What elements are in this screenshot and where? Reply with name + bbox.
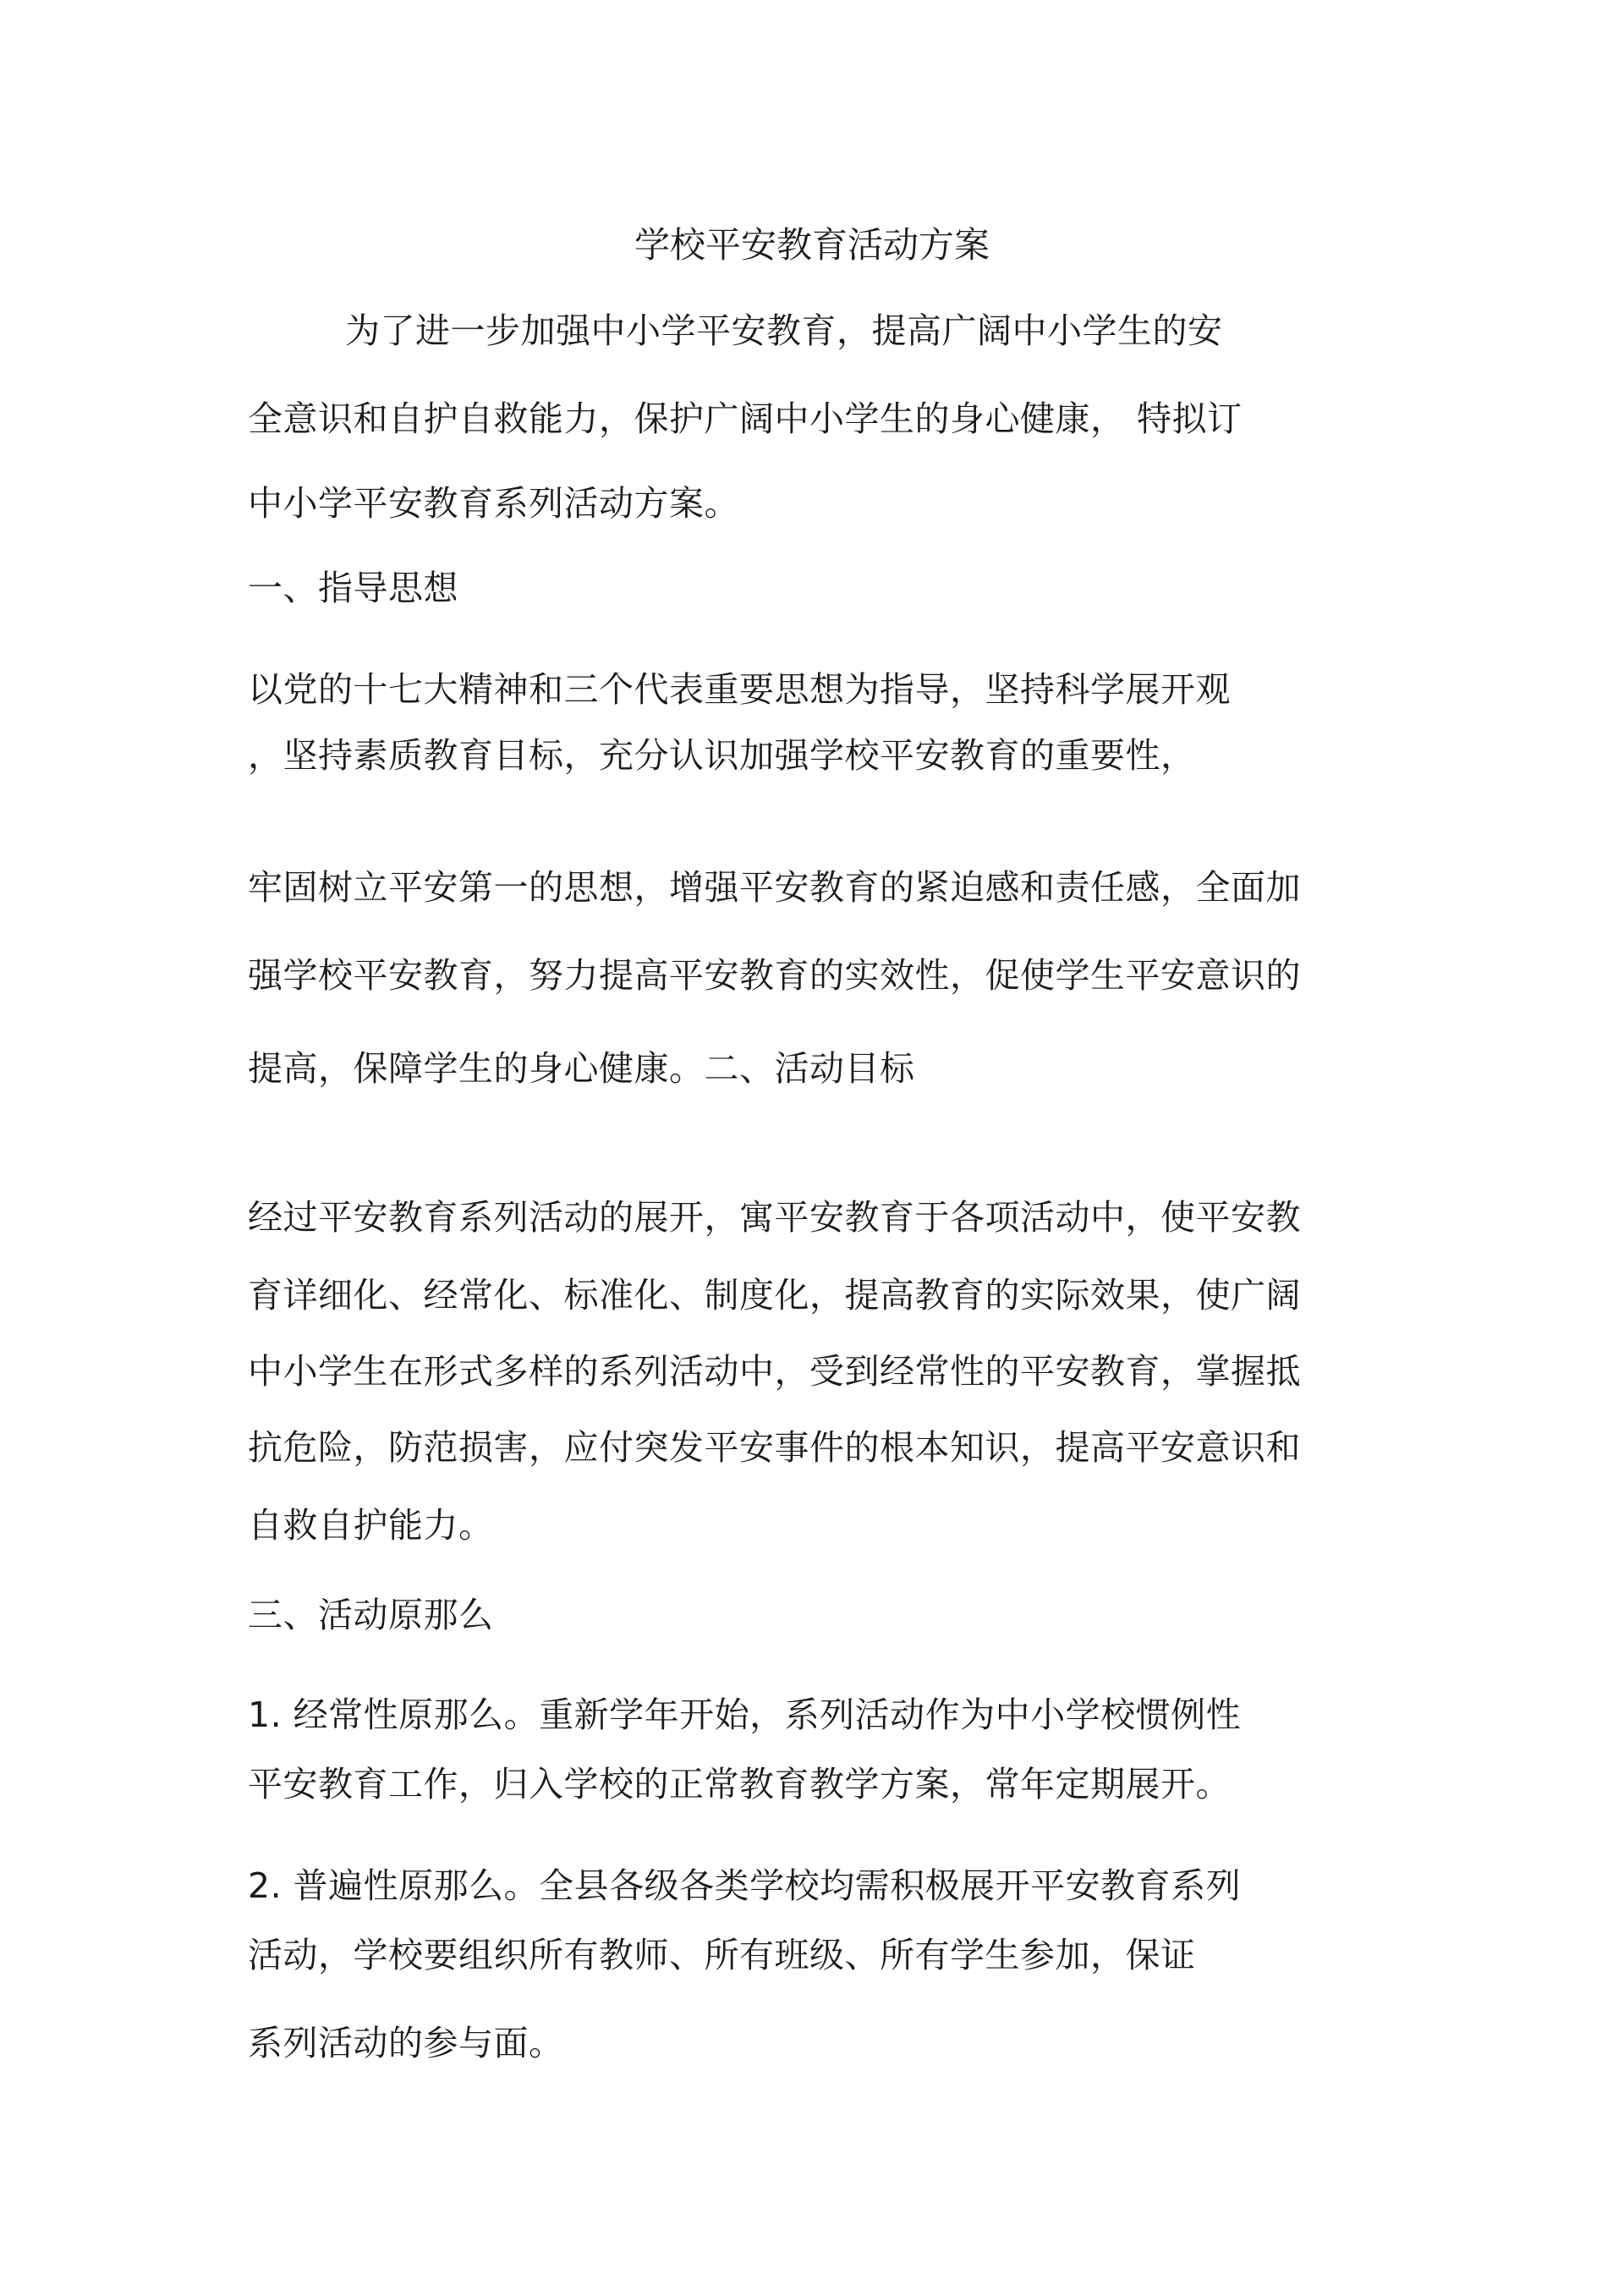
section-3-item-1-line-1: 1. 经常性原那么。重新学年开始，系列活动作为中小学校惯例性 xyxy=(248,1695,1242,1735)
section-1-line-5: 提高，保障学生的身心健康。二、活动目标 xyxy=(248,1048,915,1089)
document-title: 学校平安教育活动方案 xyxy=(634,224,990,266)
section-2-line-1: 经过平安教育系列活动的展开，寓平安教育于各项活动中，使平安教 xyxy=(248,1197,1301,1238)
section-1-line-3: 牢固树立平安第一的思想，增强平安教育的紧迫感和责任感，全面加 xyxy=(248,867,1301,908)
section-1-line-1: 以党的十七大精神和三个代表重要思想为指导，坚持科学展开观 xyxy=(248,669,1231,710)
section-3-heading: 三、活动原那么 xyxy=(248,1595,494,1635)
section-3-item-2-line-2: 活动，学校要组织所有教师、所有班级、所有学生参加，保证 xyxy=(248,1935,1196,1975)
section-1-line-2: ，坚持素质教育目标，充分认识加强学校平安教育的重要性， xyxy=(248,735,1196,776)
section-3-item-1-line-2: 平安教育工作，归入学校的正常教育教学方案，常年定期展开。 xyxy=(248,1764,1231,1804)
section-2-line-3: 中小学生在形式多样的系列活动中，受到经常性的平安教育，掌握抵 xyxy=(248,1351,1301,1392)
section-3-item-2-line-1: 2. 普遍性原那么。全县各级各类学校均需积极展开平安教育系列 xyxy=(248,1865,1242,1906)
section-1-heading: 一、指导思想 xyxy=(248,568,458,608)
intro-line-3: 中小学平安教育系列活动方案。 xyxy=(248,483,739,524)
section-2-line-2: 育详细化、经常化、标准化、制度化，提高教育的实际效果，使广阔 xyxy=(248,1275,1301,1316)
section-1-line-4: 强学校平安教育，努力提高平安教育的实效性，促使学生平安意识的 xyxy=(248,955,1301,996)
intro-line-1: 为了进一步加强中小学平安教育，提高广阔中小学生的安 xyxy=(345,310,1223,351)
intro-line-2: 全意识和自护自救能力，保护广阔中小学生的身心健康， 特拟订 xyxy=(248,398,1243,439)
section-2-line-5: 自救自护能力。 xyxy=(248,1505,494,1546)
section-2-line-4: 抗危险，防范损害，应付突发平安事件的根本知识，提高平安意识和 xyxy=(248,1427,1301,1468)
section-3-item-2-line-3: 系列活动的参与面。 xyxy=(248,2023,564,2063)
